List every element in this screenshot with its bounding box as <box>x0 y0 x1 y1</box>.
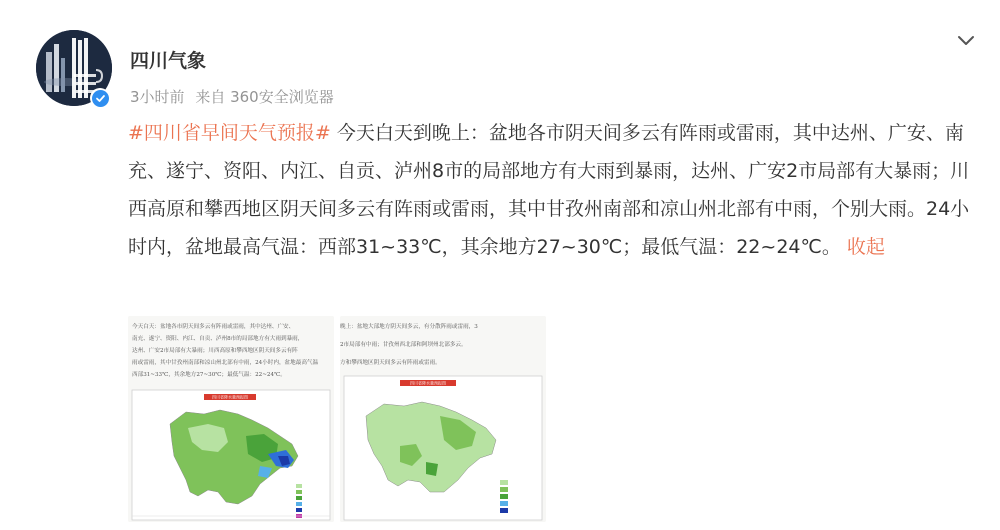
post-body: 今天白天到晚上：盆地各市阴天间多云有阵雨或雷雨，其中达州、广安、南充、遂宁、资阳、内江、自贡、泸州8市的局部地方有大雨到暴雨，达州、广安2市局部有大暴雨；川西高原和攀西地区阴天间多云有阵雨或雷雨，其中甘孜州南部和凉山州北部有中雨，个别大雨。24小时内，盆地最高气温：西部31~33℃，其余地方27~30℃；最低气温：22~24℃。 <box>128 122 970 258</box>
collapse-link[interactable]: 收起 <box>846 236 885 258</box>
image2-line-2: 2市局部有中雨；甘孜州西北部和阿坝州北部多云。 <box>340 342 467 348</box>
image2-line-3: 方和攀西地区阴天间多云有阵雨或雷雨。 <box>340 360 441 366</box>
forecast-image-2[interactable] <box>340 316 546 522</box>
image2-line-1: 晚上：盆地大部地方阴天间多云，有分散阵雨或雷雨，3 <box>340 324 478 330</box>
image1-line-5: 西部31~33℃，其余地方27~30℃；最低气温：22~24℃。 <box>132 372 286 378</box>
post-source: 来自 360安全浏览器 <box>195 88 334 106</box>
post-text <box>128 114 978 266</box>
image1-line-1: 今天白天：盆地各市阴天间多云有阵雨或雷雨，其中达州、广安、 <box>132 324 295 330</box>
hashtag-link[interactable]: #四川省早间天气预报# <box>128 122 331 144</box>
post-meta <box>130 86 340 107</box>
image1-line-2: 南充、遂宁、资阳、内江、自贡、泸州8市的局部地方有大雨到暴雨， <box>132 336 304 342</box>
chevron-down-icon[interactable] <box>956 30 976 50</box>
image1-map-title: 四川省降水量预报图 <box>212 394 248 400</box>
verified-badge-icon <box>90 88 110 108</box>
image1-line-4: 雨或雷雨，其中甘孜州南部和凉山州北部有中雨，24小时内，盆地最高气温 <box>132 360 319 366</box>
image2-map-title: 四川省降水量预报图 <box>410 380 446 386</box>
post-time[interactable]: 3小时前 <box>130 88 185 106</box>
username-link[interactable]: 四川气象 <box>130 50 207 72</box>
forecast-image-1[interactable] <box>128 316 334 522</box>
image1-line-3: 达州、广安2市局部有大暴雨；川西高原和攀西地区阴天间多云有阵 <box>132 348 298 354</box>
